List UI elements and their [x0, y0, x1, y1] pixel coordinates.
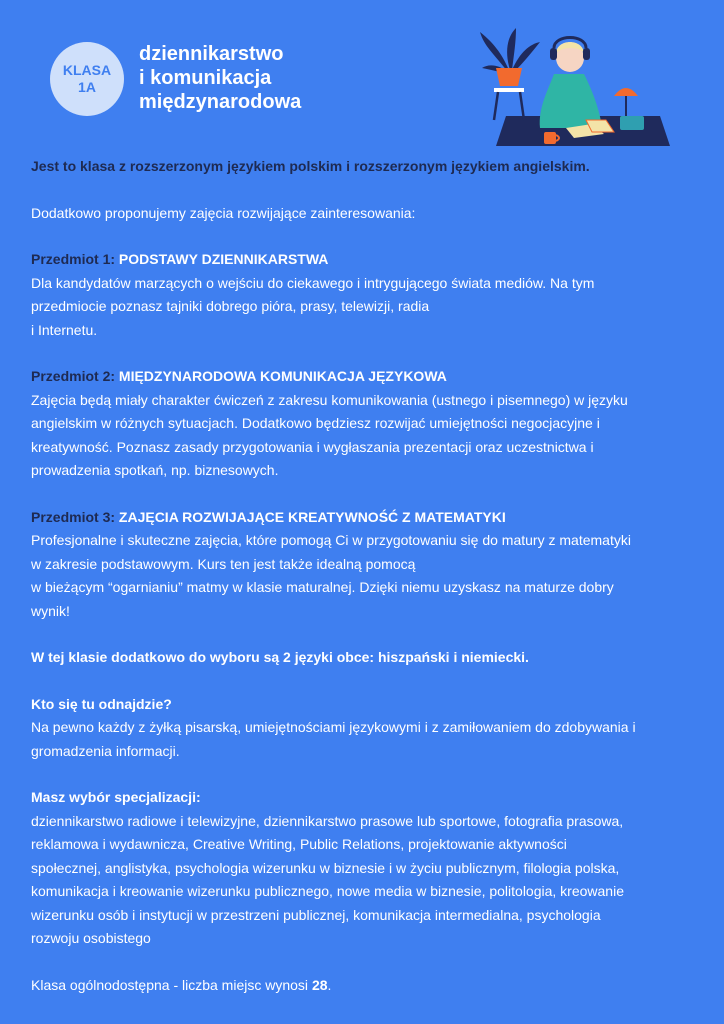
- subject-2-label: Przedmiot 2:: [31, 368, 116, 384]
- subject-1-name: PODSTAWY DZIENNIKARSTWA: [118, 251, 329, 267]
- student-illustration: [474, 24, 674, 154]
- subject-3-name: ZAJĘCIA ROZWIJAJĄCE KREATYWNOŚĆ Z MATEMATYKI: [118, 508, 506, 525]
- seats-prefix: Klasa ogólnodostępna - liczba miejsc wynosi: [31, 976, 312, 993]
- subject-1-line: Dla kandydatów marzących o wejściu do ciekawego i intrygującego świata mediów. Na tym: [31, 274, 595, 291]
- lead-text: Jest to klasa z rozszerzonym językiem polskim i rozszerzonym językiem angielskim.: [31, 158, 590, 174]
- person-icon: [540, 38, 614, 139]
- subject-1-line: i Internetu.: [31, 321, 98, 338]
- spec-section: [31, 786, 695, 951]
- who-heading: Kto się tu odnajdzie?: [31, 695, 172, 712]
- subject-3-line: Profesjonalne i skuteczne zajęcia, które pomogą Ci w przygotowaniu się do matury z matematyki: [31, 532, 631, 548]
- languages-text: W tej klasie dodatkowo do wyboru są 2 języki obce: hiszpański i niemiecki.: [31, 649, 529, 665]
- who-section: [31, 693, 695, 764]
- page-title: [139, 42, 301, 114]
- seats-text: [31, 974, 695, 998]
- seats-end: .: [327, 976, 332, 993]
- subject-1: [31, 248, 695, 342]
- title-line-1: dziennikarstwo: [139, 43, 284, 65]
- who-line: gromadzenia informacji.: [31, 742, 180, 759]
- spec-line: wizerunku osób i instytucji w przestrzeni publicznej, komunikacja intermedialna, psychologia: [31, 906, 601, 923]
- subject-3-heading: [31, 506, 695, 530]
- class-badge-label: KLASA 1A: [62, 62, 112, 95]
- plant-icon: [480, 28, 540, 120]
- spec-line: komunikacja i kreowanie wizerunku publicznego, nowe media w biznesie, politologia, kreowanie: [31, 883, 624, 899]
- spec-line: dziennikarstwo radiowe i telewizyjne, dziennikarstwo prasowe lub sportowe, fotografia prasowa,: [31, 812, 624, 829]
- spec-line: społecznej, anglistyka, psychologia wizerunku w biznesie i w życiu publicznym, filologia polska,: [31, 859, 620, 876]
- subject-3-line: wynik!: [31, 602, 70, 619]
- title-line-2: i komunikacja: [139, 67, 272, 89]
- seats-number: 28: [311, 976, 328, 993]
- subject-1-line: przedmiocie poznasz tajniki dobrego pióra, prasy, telewizji, radia: [31, 298, 430, 314]
- class-badge: [50, 42, 124, 116]
- spec-line: reklamowa i wydawnicza, Creative Writing, Public Relations, projektowanie aktywności: [31, 836, 567, 852]
- subject-2-heading: [31, 365, 695, 389]
- intro-text: Dodatkowo proponujemy zajęcia rozwijające zainteresowania:: [31, 204, 416, 221]
- subject-3-line: w zakresie podstawowym. Kurs ten jest także idealną pomocą: [31, 555, 416, 572]
- subject-3-label: Przedmiot 3:: [31, 508, 116, 525]
- subject-3: [31, 506, 695, 624]
- tablet-icon: [620, 116, 644, 130]
- subject-3-line: w bieżącym “ogarnianiu” matmy w klasie maturalnej. Dzięki niemu uzyskasz na maturze dobry: [31, 579, 614, 595]
- content: [31, 155, 695, 997]
- subject-1-label: Przedmiot 1:: [31, 251, 116, 267]
- subject-2-line: kreatywność. Poznasz zasady przygotowania i wygłaszania prezentacji oraz uczestnictwa i: [31, 438, 594, 455]
- subject-2-name: MIĘDZYNARODOWA KOMUNIKACJA JĘZYKOWA: [118, 368, 447, 384]
- subject-2: [31, 365, 695, 483]
- title-line-3: międzynarodowa: [139, 91, 302, 113]
- subject-2-line: Zajęcia będą miały charakter ćwiczeń z zakresu komunikowania (ustnego i pisemnego) w języku: [31, 391, 628, 408]
- who-line: Na pewno każdy z żyłką pisarską, umiejętnościami językowymi i z zamiłowaniem do zdobywania i: [31, 719, 636, 735]
- subject-2-line: angielskim w różnych sytuacjach. Dodatkowo będziesz rozwijać umiejętności negocjacyjne i: [31, 415, 600, 431]
- subject-1-heading: [31, 248, 695, 272]
- spec-heading: Masz wybór specjalizacji:: [31, 789, 201, 805]
- subject-2-line: prowadzenia spotkań, np. biznesowych.: [31, 462, 279, 478]
- spec-line: rozwoju osobistego: [31, 930, 151, 946]
